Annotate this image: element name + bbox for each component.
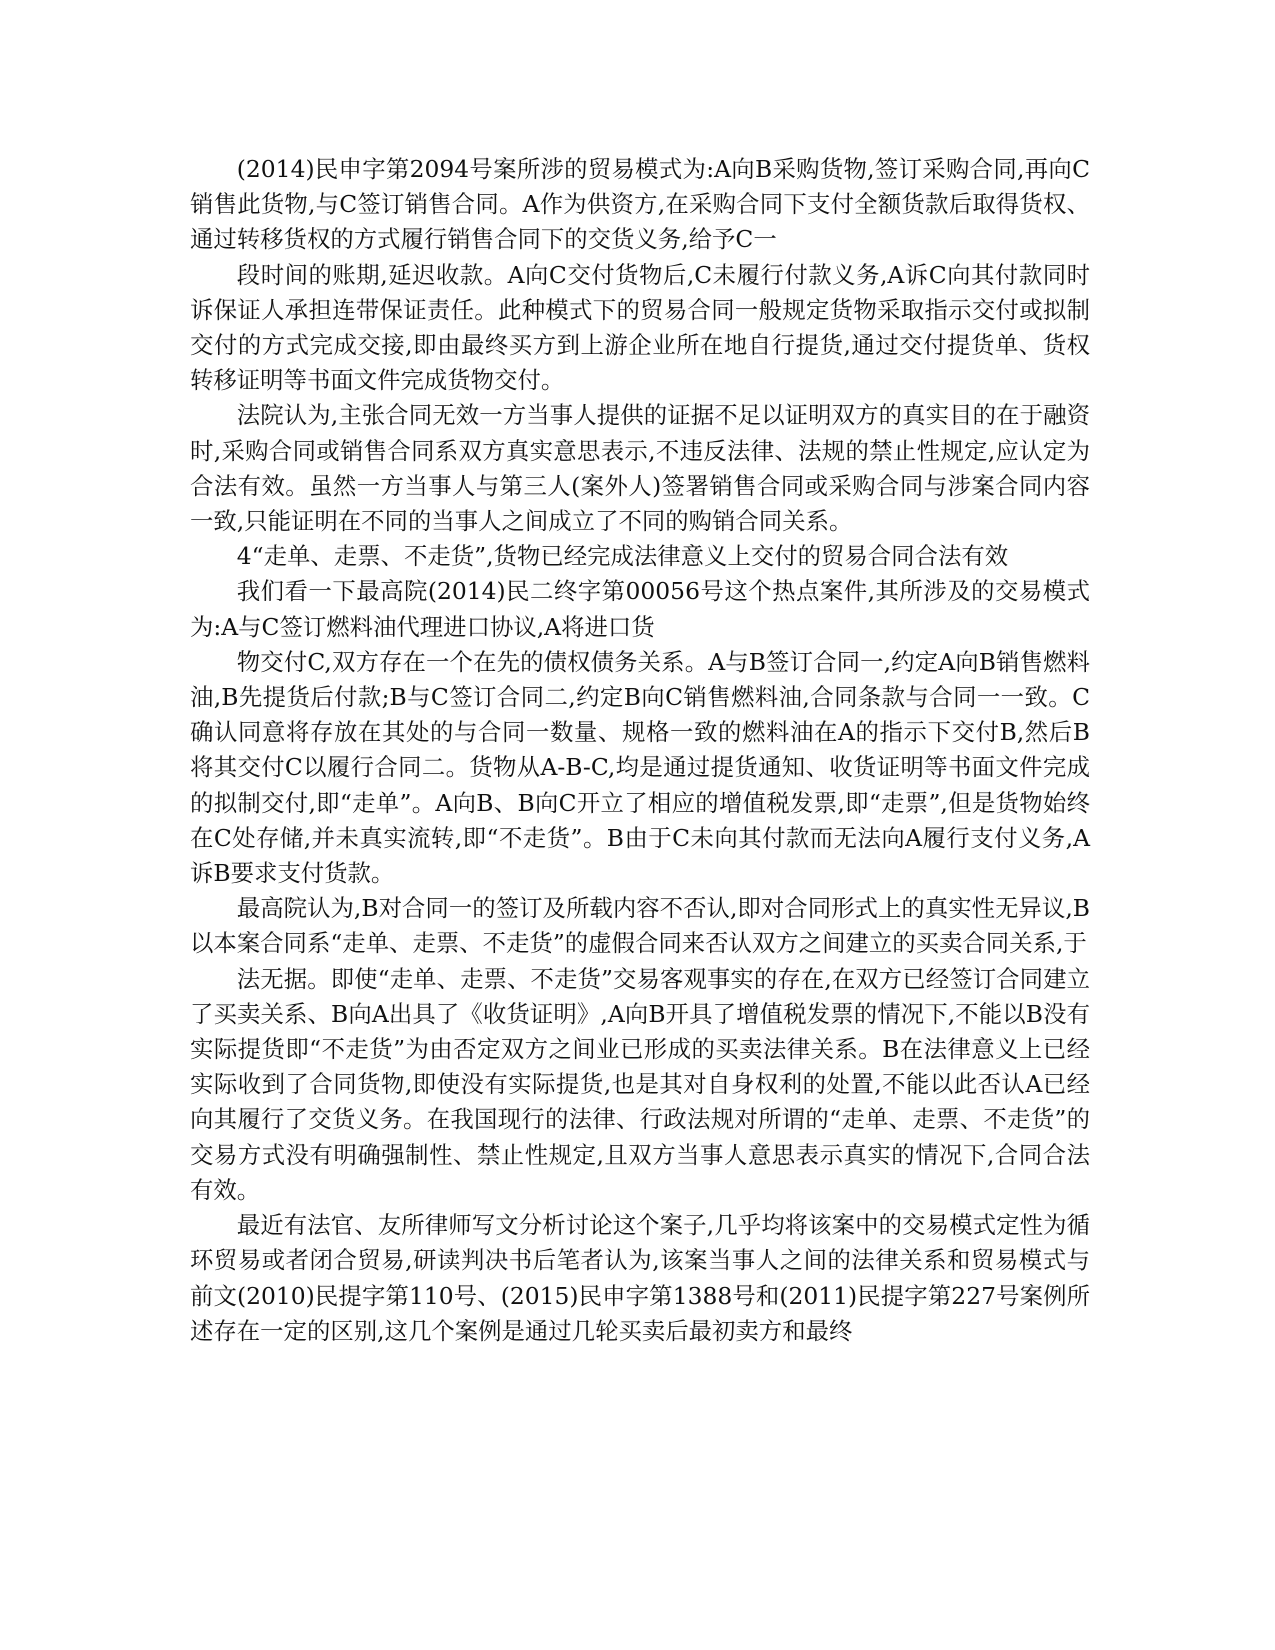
paragraph-court-opinion: 法院认为,主张合同无效一方当事人提供的证据不足以证明双方的真实目的在于融资时,采购合同或销售合同系双方真实意思表示,不违反法律、法规的禁止性规定,应认定为合法有效。虽然一方当事人与第三人(案外人)签署销售合同或采购合同与涉案合同内容一致,只能证明在不同的当事人之间成立了不同的购销合同关系。 (190, 401, 1090, 536)
paragraph-legal-analysis: 法无据。即使“走单、走票、不走货”交易客观事实的存在,在双方已经签订合同建立了买卖关系、B向A出具了《收货证明》,A向B开具了增值税发票的情况下,不能以B没有实际提货即“不走货”为由否定双方之间业已形成的买卖法律关系。B在法律意义上已经实际收到了合同货物,即使没有实际提货,也是其对自身权利的处置,不能以此否认A已经向其履行了交货义务。在我国现行的法律、行政法规对所谓的“走单、走票、不走货”的交易方式没有明确强制性、禁止性规定,且双方当事人意思表示真实的情况下,合同合法有效。 (190, 964, 1090, 1204)
paragraph-author-comment: 最近有法官、友所律师写文分析讨论这个案子,几乎均将该案中的交易模式定性为循环贸易或者闭合贸易,研读判决书后笔者认为,该案当事人之间的法律关系和贸易模式与前文(2010)民提字第110号、(2015)民申字第1388号和(2011)民提字第227号案例所述存在一定的区别,这几个案例是通过几轮买卖后最初卖方和最终 (190, 1211, 1090, 1345)
paragraph-transaction-flow: 物交付C,双方存在一个在先的债权债务关系。A与B签订合同一,约定A向B销售燃料油,B先提货后付款;B与C签订合同二,约定B向C销售燃料油,合同条款与合同一一致。C确认同意将存放在其处的与合同一数量、规格一致的燃料油在A的指示下交付B,然后B将其交付C以履行合同二。货物从A-B-C,均是通过提货通知、收货证明等书面文件完成的拟制交付,即“走单”。A向B、B向C开立了相应的增值税发票,即“走票”,但是货物始终在C处存储,并未真实流转,即“不走货”。B由于C未向其付款而无法向A履行支付义务,A诉B要求支付货款。 (190, 647, 1090, 888)
paragraph-case-00056-intro: 我们看一下最高院(2014)民二终字第00056号这个热点案件,其所涉及的交易模式为:A与C签订燃料油代理进口协议,A将进口货 (190, 577, 1090, 641)
paragraph-supreme-court-view: 最高院认为,B对合同一的签订及所载内容不否认,即对合同形式上的真实性无异议,B以本案合同系“走单、走票、不走货”的虚假合同来否认双方之间建立的买卖合同关系,于 (190, 894, 1090, 958)
paragraph-payment-terms: 段时间的账期,延迟收款。A向C交付货物后,C未履行付款义务,A诉C向其付款同时诉保证人承担连带保证责任。此种模式下的贸易合同一般规定货物采取指示交付或拟制交付的方式完成交接,即由最终买方到上游企业所在地自行提货,通过交付提货单、货权转移证明等书面文件完成货物交付。 (190, 260, 1090, 395)
section-heading: 4“走单、走票、不走货”,货物已经完成法律意义上交付的贸易合同合法有效 (236, 542, 1009, 571)
paragraph-case-2094: (2014)民申字第2094号案所涉的贸易模式为:A向B采购货物,签订采购合同,再向C销售此货物,与C签订销售合同。A作为供资方,在采购合同下支付全额货款后取得货权、通过转移货权的方式履行销售合同下的交货义务,给予C一 (190, 155, 1090, 254)
document-body (190, 152, 1090, 1349)
